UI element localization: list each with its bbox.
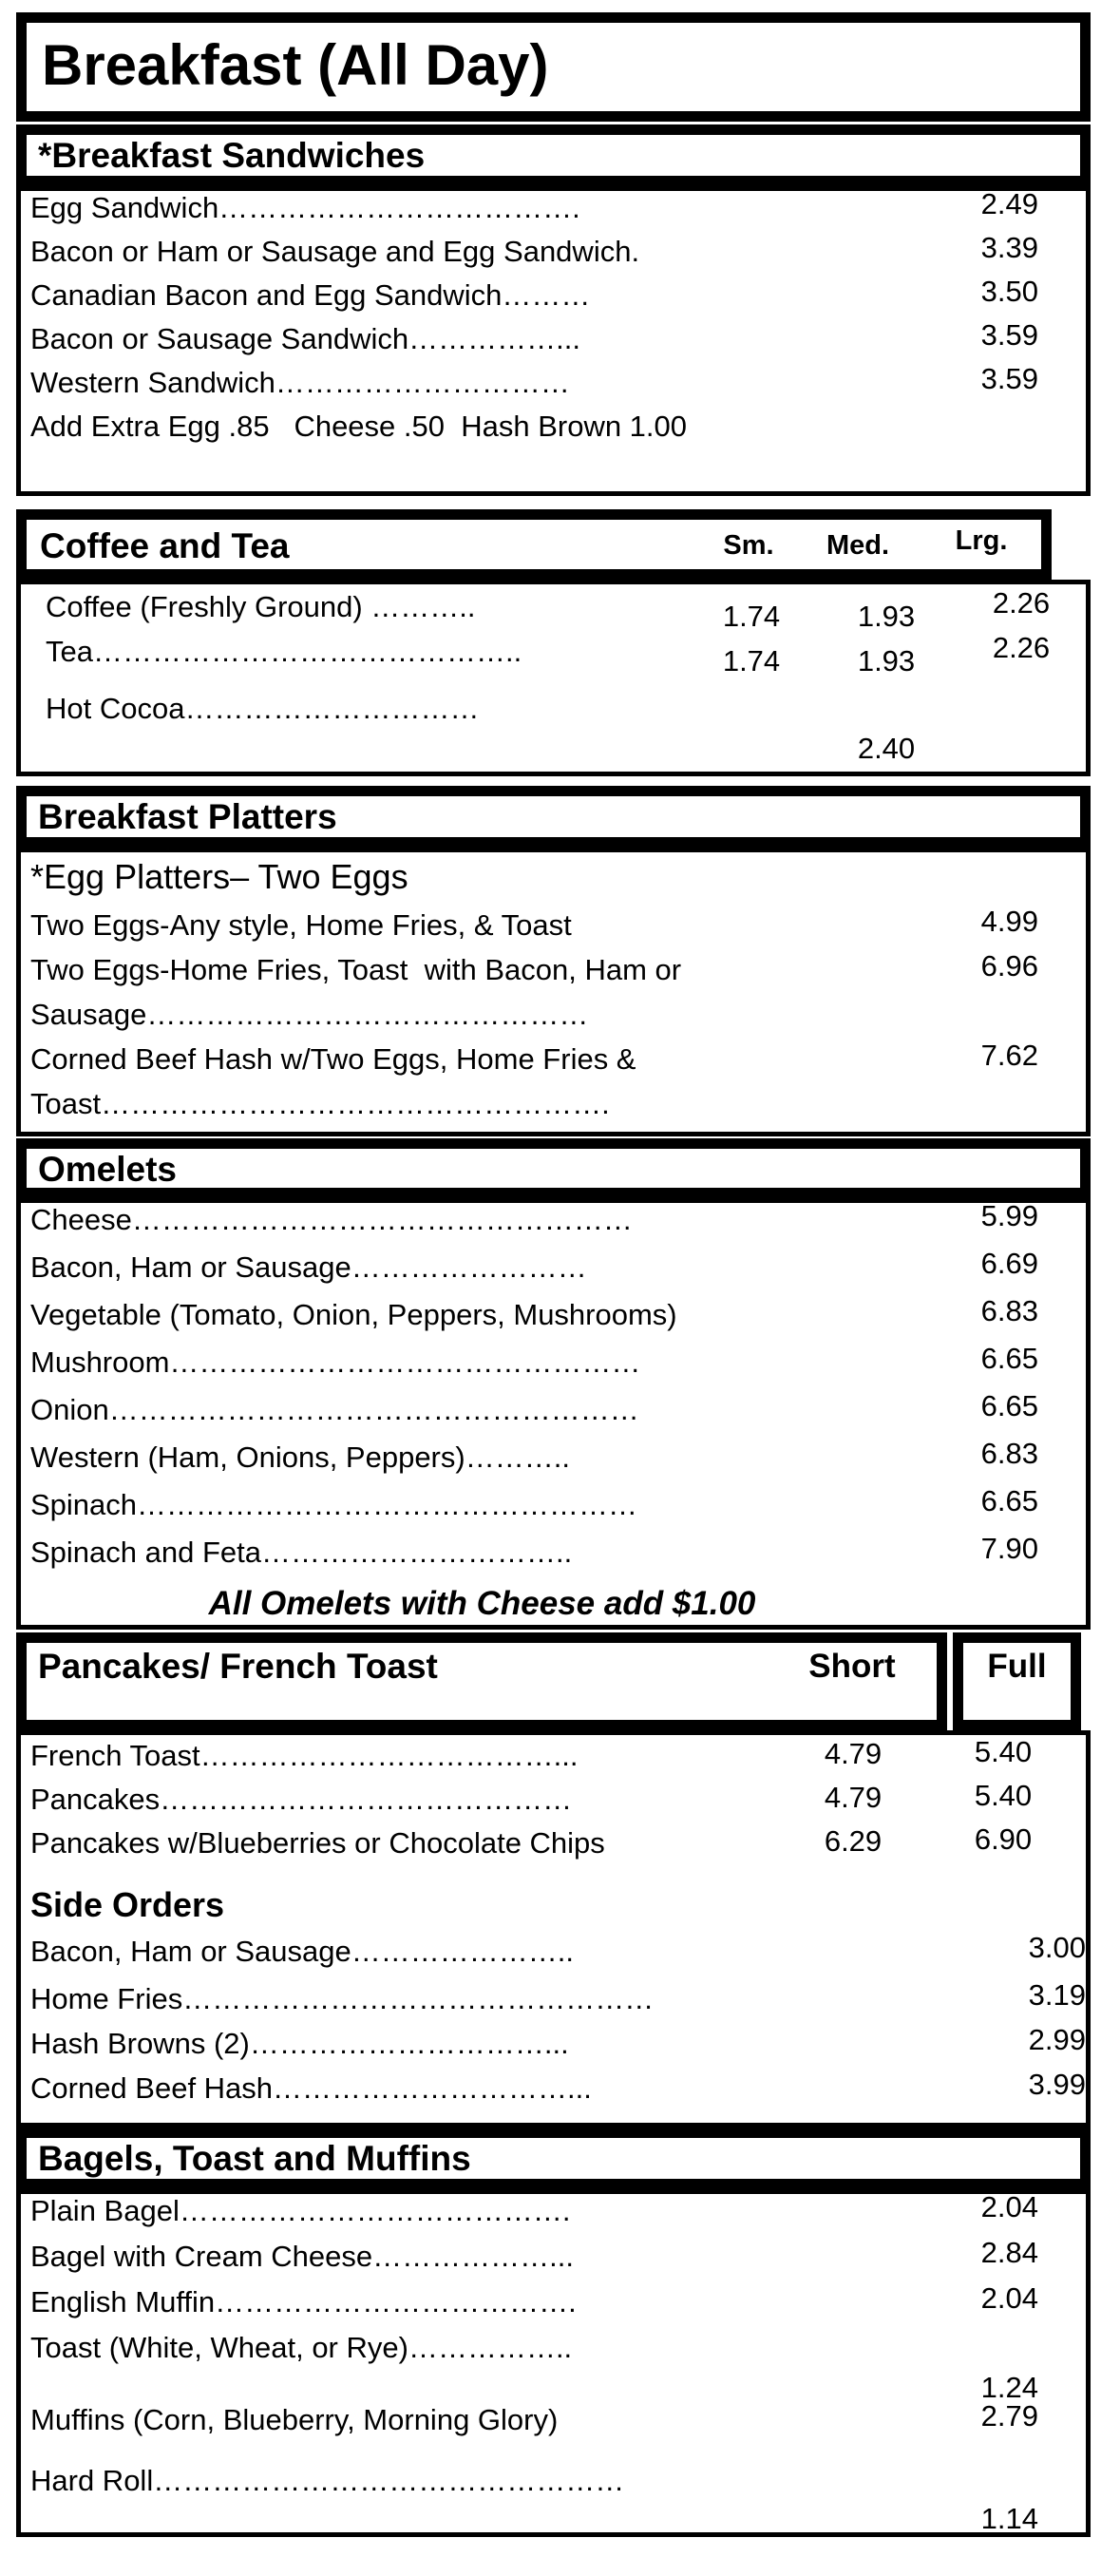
item-name: Home Fries………………………………………… — [30, 1982, 655, 2015]
pancakes-header-box — [16, 1632, 947, 1730]
item-name: English Muffin………………………………. — [30, 2285, 577, 2318]
item-name: Muffins (Corn, Blueberry, Morning Glory) — [30, 2403, 559, 2436]
item-price: 2.04 — [980, 2190, 1038, 2223]
size-column-small: Sm. — [723, 530, 774, 561]
menu-note-row — [21, 410, 1086, 453]
item-price: 3.50 — [980, 275, 1038, 308]
size-column-large: Lrg. — [955, 525, 1008, 556]
item-name: Western Sandwich………………………… — [30, 366, 570, 399]
menu-item-row — [21, 1294, 1086, 1345]
item-name: Tea…………………………………….. — [46, 635, 522, 668]
menu-item-row — [21, 2068, 1086, 2118]
item-price: 3.39 — [980, 231, 1038, 264]
subsection-title: *Egg Platters– Two Eggs — [30, 857, 408, 896]
item-price: 7.90 — [980, 1532, 1038, 1565]
item-price-small: 1.74 — [722, 644, 781, 677]
item-price: 3.59 — [980, 362, 1038, 395]
menu-item-row — [21, 1342, 1086, 1393]
item-name: Canadian Bacon and Egg Sandwich……… — [30, 278, 591, 312]
item-price: 3.59 — [980, 318, 1038, 352]
item-price: 1.14 — [980, 2502, 1038, 2535]
item-price-full: 5.40 — [974, 1779, 1033, 1812]
item-name: Plain Bagel…………………………………. — [30, 2194, 571, 2227]
item-price: 2.99 — [1028, 2023, 1086, 2056]
item-price-medium: 1.93 — [857, 600, 916, 633]
item-name: Bacon, Ham or Sausage…………………… — [30, 1250, 587, 1284]
menu-item-row — [21, 1199, 1086, 1250]
menu-price-row — [21, 732, 1086, 772]
item-price: 6.83 — [980, 1294, 1038, 1327]
item-name-continued: Toast……………………………………………. — [30, 1087, 610, 1120]
item-price: 6.65 — [980, 1342, 1038, 1375]
item-name: Two Eggs-Home Fries, Toast with Bacon, Ham or — [30, 953, 682, 986]
section-title: Omelets — [38, 1150, 178, 1189]
item-price: 2.49 — [980, 187, 1038, 220]
menu-item-row — [21, 1779, 1086, 1826]
menu-price-row — [21, 2371, 1086, 2403]
item-name: Coffee (Freshly Ground) ……….. — [46, 590, 476, 623]
addons-note: Add Extra Egg .85 Cheese .50 Hash Brown 1.00 — [30, 410, 688, 443]
item-name: Hot Cocoa………………………… — [46, 692, 480, 725]
menu-item-row — [21, 1822, 1086, 1870]
subsection-title-row — [21, 852, 1086, 908]
item-price-medium: 2.40 — [857, 732, 916, 765]
menu-title-box — [16, 12, 1091, 122]
item-name: Cheese…………………………………………… — [30, 1203, 633, 1236]
menu-item-wrap-row — [21, 1087, 1086, 1132]
item-price: 3.19 — [1028, 1978, 1086, 2012]
item-price: 2.04 — [980, 2281, 1038, 2315]
item-name: Hard Roll………………………………………… — [30, 2464, 625, 2497]
menu-item-row — [21, 1437, 1086, 1488]
menu-item-row — [21, 1247, 1086, 1298]
menu-item-row — [21, 2331, 1086, 2371]
item-price: 6.96 — [980, 949, 1038, 983]
item-price-full: 6.90 — [974, 1822, 1033, 1856]
item-name: Bacon or Sausage Sandwich……………... — [30, 322, 580, 355]
menu-item-row — [21, 275, 1086, 322]
item-price-short: 4.79 — [824, 1737, 883, 1770]
section-items-breakfast-sandwiches — [16, 186, 1091, 496]
item-price-short: 6.29 — [824, 1824, 883, 1858]
item-name: Western (Ham, Onions, Peppers)……….. — [30, 1441, 570, 1474]
menu-item-row — [21, 187, 1086, 235]
section-title: Breakfast Platters — [38, 797, 337, 836]
item-price: 6.65 — [980, 1484, 1038, 1517]
column-header-short: Short — [808, 1648, 896, 1685]
menu-item-row — [21, 1978, 1086, 2027]
item-name: Onion……………………………………………… — [30, 1393, 639, 1426]
item-name: Bagel with Cream Cheese………………... — [30, 2240, 574, 2273]
menu-item-row — [21, 2281, 1086, 2331]
item-price: 1.24 — [980, 2371, 1038, 2404]
item-price-large: 2.26 — [992, 586, 1051, 620]
section-header-breakfast-platters — [16, 786, 1091, 848]
item-price: 6.65 — [980, 1389, 1038, 1422]
item-name: Egg Sandwich………………………………. — [30, 191, 580, 224]
size-column-medium: Med. — [826, 530, 890, 561]
item-price: 5.99 — [980, 1199, 1038, 1232]
menu-item-row — [21, 905, 1086, 953]
item-name: Bacon, Ham or Sausage………………….. — [30, 1935, 574, 1968]
menu-item-row — [21, 2023, 1086, 2071]
menu-item-wrap-row — [21, 998, 1086, 1042]
section-header-bagels-toast-muffins — [16, 2128, 1091, 2189]
section-title: Bagels, Toast and Muffins — [38, 2139, 471, 2178]
menu-item-row — [21, 318, 1086, 366]
item-name-continued: Sausage……………………………………… — [30, 998, 589, 1031]
item-price: 6.69 — [980, 1247, 1038, 1280]
item-price-small: 1.74 — [722, 600, 781, 633]
full-column-header-box — [953, 1632, 1081, 1730]
column-header-full: Full — [987, 1648, 1047, 1685]
item-price: 4.99 — [980, 905, 1038, 938]
section-title: *Breakfast Sandwiches — [38, 136, 426, 175]
section-header-pancakes-french-toast — [16, 1632, 1091, 1730]
item-price: 3.00 — [1028, 1931, 1086, 1964]
section-items-omelets — [16, 1198, 1091, 1630]
menu-item-row — [21, 2399, 1086, 2464]
menu-item-row — [21, 949, 1086, 998]
menu-item-row — [21, 2236, 1086, 2285]
item-name: Corned Beef Hash…………………………... — [30, 2071, 592, 2105]
section-header-omelets — [16, 1138, 1091, 1198]
menu-item-row — [21, 1735, 1086, 1783]
menu-item-row — [21, 1484, 1086, 1536]
menu-item-row — [21, 362, 1086, 410]
item-name: Two Eggs-Any style, Home Fries, & Toast — [30, 908, 572, 942]
section-header-breakfast-sandwiches — [16, 124, 1091, 186]
item-price: 2.79 — [980, 2399, 1038, 2433]
menu-item-row — [21, 1389, 1086, 1441]
menu-item-row — [21, 633, 1086, 690]
item-price: 6.83 — [980, 1437, 1038, 1470]
menu-item-row — [21, 1931, 1086, 1982]
item-price: 3.99 — [1028, 2068, 1086, 2101]
menu-item-row — [21, 231, 1086, 278]
menu-item-row — [21, 2464, 1086, 2502]
menu-price-row — [21, 2502, 1086, 2535]
item-name: Spinach and Feta………………………….. — [30, 1536, 573, 1569]
item-name: Pancakes…………………………………… — [30, 1783, 573, 1816]
item-name: Mushroom………………………………………… — [30, 1345, 641, 1379]
section-items-coffee-and-tea — [16, 580, 1091, 776]
section-header-coffee-and-tea — [16, 509, 1052, 580]
subsection-title-side-orders: Side Orders — [30, 1885, 225, 1924]
menu-item-row — [21, 588, 1086, 633]
item-name: Hash Browns (2)…………………………... — [30, 2027, 569, 2060]
section-items-breakfast-platters — [16, 848, 1091, 1136]
omelets-cheese-note: All Omelets with Cheese add $1.00 — [208, 1585, 756, 1622]
item-name: Bacon or Ham or Sausage and Egg Sandwich. — [30, 235, 640, 268]
menu-item-row — [21, 1532, 1086, 1583]
item-name: Corned Beef Hash w/Two Eggs, Home Fries & — [30, 1042, 636, 1076]
item-name: Pancakes w/Blueberries or Chocolate Chips — [30, 1826, 605, 1860]
item-name: Spinach…………………………………………… — [30, 1488, 638, 1521]
menu-item-row — [21, 690, 1086, 732]
breakfast-menu — [16, 12, 1091, 2537]
item-name: Vegetable (Tomato, Onion, Peppers, Mushrooms) — [30, 1298, 677, 1331]
menu-item-row — [21, 2190, 1086, 2240]
section-items-bagels-toast-muffins — [16, 2189, 1091, 2537]
item-price-large: 2.26 — [992, 631, 1051, 664]
section-items-pancakes-french-toast — [16, 1730, 1091, 2128]
section-title: Pancakes/ French Toast — [38, 1647, 438, 1686]
item-price-medium: 1.93 — [857, 644, 916, 677]
item-name: Toast (White, Wheat, or Rye)…………….. — [30, 2331, 573, 2364]
item-price: 2.84 — [980, 2236, 1038, 2269]
item-price-full: 5.40 — [974, 1735, 1033, 1768]
section-title: Coffee and Tea — [40, 526, 290, 565]
item-name: French Toast………………………………... — [30, 1739, 579, 1772]
item-price-short: 4.79 — [824, 1781, 883, 1814]
item-price: 7.62 — [980, 1039, 1038, 1072]
menu-title: Breakfast (All Day) — [42, 33, 549, 97]
menu-item-row — [21, 1039, 1086, 1087]
